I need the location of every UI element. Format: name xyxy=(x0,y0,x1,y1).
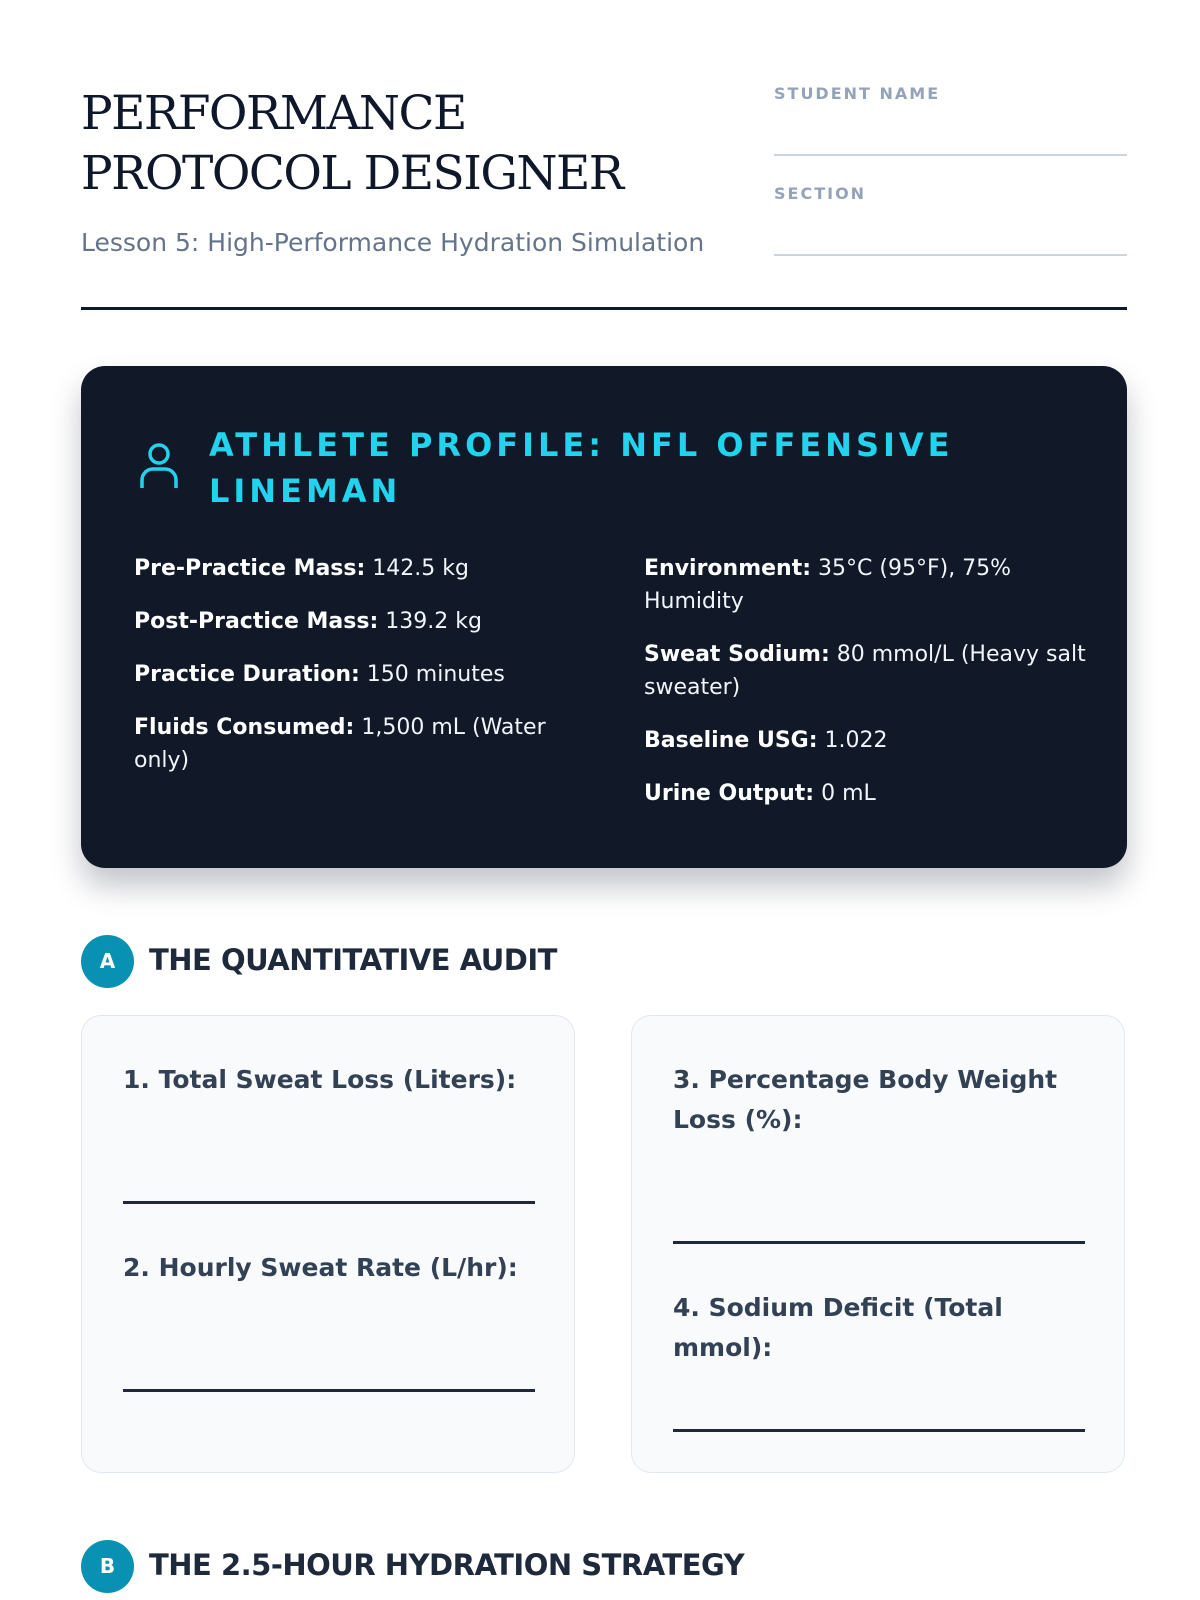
student-name-label: STUDENT NAME xyxy=(774,84,941,103)
stat-label: Practice Duration: xyxy=(134,662,360,687)
section-a-heading xyxy=(81,935,1127,989)
stat-baseline-usg xyxy=(644,724,1094,757)
stat-value: 35°C (95°F), 75% Humidity xyxy=(644,556,1012,614)
stat-value: 1.022 xyxy=(824,728,888,753)
stat-label: Fluids Consumed: xyxy=(134,715,355,740)
stat-post-practice-mass xyxy=(134,605,554,638)
stat-value: 0 mL xyxy=(821,781,876,806)
header-divider xyxy=(81,307,1127,310)
question-total-sweat-loss: 1. Total Sweat Loss (Liters): xyxy=(123,1065,517,1094)
stat-fluids-consumed xyxy=(134,711,554,777)
worksheet-header xyxy=(81,84,1127,314)
answer-line-total-sweat-loss[interactable] xyxy=(123,1201,535,1204)
lesson-subtitle: Lesson 5: High-Performance Hydration Simulation xyxy=(81,228,705,257)
section-b-title: THE 2.5-HOUR HYDRATION STRATEGY xyxy=(149,1548,745,1582)
stat-pre-practice-mass xyxy=(134,552,554,585)
section-field[interactable] xyxy=(774,184,1127,256)
student-name-field[interactable] xyxy=(774,84,1127,156)
stat-label: Baseline USG: xyxy=(644,728,818,753)
section-a-title: THE QUANTITATIVE AUDIT xyxy=(149,943,557,977)
page-title: PERFORMANCE PROTOCOL DESIGNER xyxy=(81,86,623,201)
stat-label: Pre-Practice Mass: xyxy=(134,556,366,581)
stat-value: 1,500 mL (Water only) xyxy=(134,715,546,773)
audit-box-right xyxy=(631,1015,1125,1473)
question-hourly-sweat-rate: 2. Hourly Sweat Rate (L/hr): xyxy=(123,1253,518,1282)
section-label: SECTION xyxy=(774,184,867,203)
section-line xyxy=(774,254,1127,256)
question-body-weight-loss: 3. Percentage Body Weight Loss (%): xyxy=(673,1065,1058,1134)
stat-urine-output xyxy=(644,777,1094,810)
stat-sweat-sodium xyxy=(644,638,1094,704)
stat-environment xyxy=(644,552,1094,618)
answer-line-body-weight-loss[interactable] xyxy=(673,1241,1085,1244)
stat-value: 139.2 kg xyxy=(385,609,482,634)
athlete-profile-card xyxy=(81,366,1127,868)
question-sodium-deficit: 4. Sodium Deficit (Total mmol): xyxy=(673,1293,1003,1362)
stat-value: 150 minutes xyxy=(366,662,505,687)
student-name-line xyxy=(774,154,1127,156)
stat-practice-duration xyxy=(134,658,554,691)
stat-label: Sweat Sodium: xyxy=(644,642,830,667)
athlete-stats-right xyxy=(644,552,1094,830)
stat-label: Post-Practice Mass: xyxy=(134,609,379,634)
athlete-profile-title: ATHLETE PROFILE: NFL OFFENSIVE LINEMAN xyxy=(209,426,954,510)
user-icon xyxy=(139,442,179,492)
athlete-stats-left xyxy=(134,552,554,797)
section-a-badge: A xyxy=(81,935,134,988)
stat-value: 80 mmol/L (Heavy salt sweater) xyxy=(644,642,1086,700)
stat-label: Environment: xyxy=(644,556,812,581)
answer-line-sodium-deficit[interactable] xyxy=(673,1429,1085,1432)
stat-value: 142.5 kg xyxy=(372,556,469,581)
section-b-badge: B xyxy=(81,1540,134,1593)
section-b-heading xyxy=(81,1540,1127,1594)
audit-box-left xyxy=(81,1015,575,1473)
stat-label: Urine Output: xyxy=(644,781,815,806)
answer-line-hourly-sweat-rate[interactable] xyxy=(123,1389,535,1392)
